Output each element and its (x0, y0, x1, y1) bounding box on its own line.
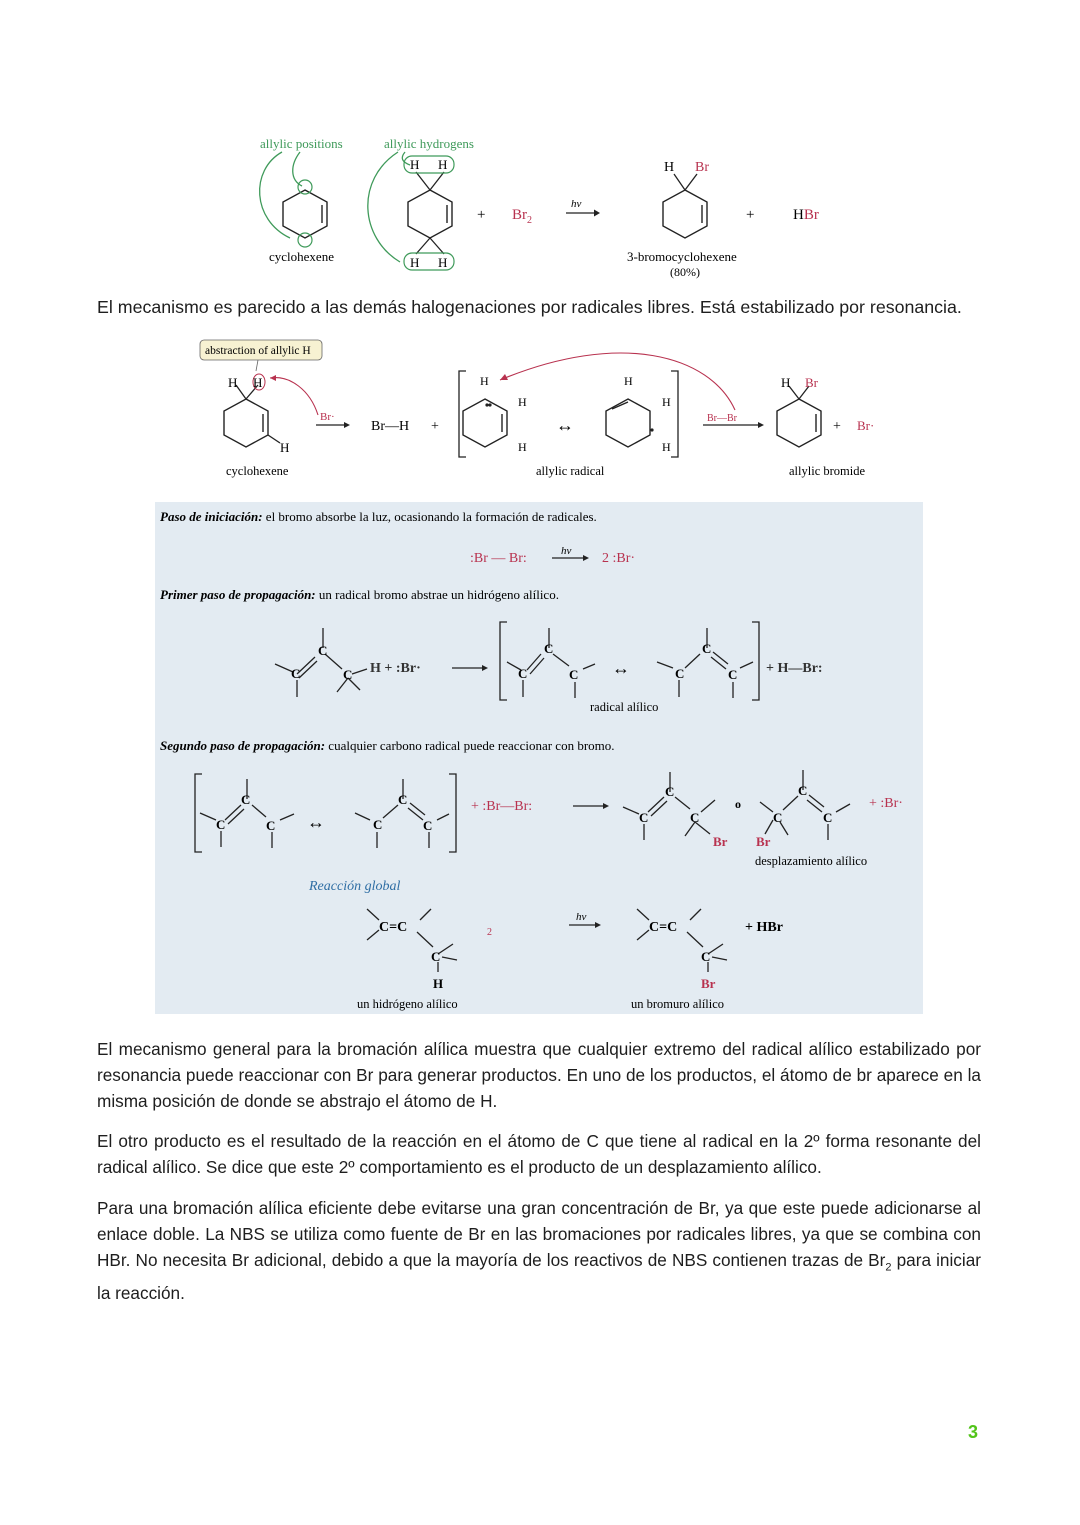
product-h: H (664, 160, 675, 175)
plus-sign: + (477, 207, 486, 223)
allyl-radical-form-d (355, 779, 449, 848)
allyl-radical-form-a (507, 628, 595, 698)
bromine-molecule: Br—Br (707, 413, 737, 424)
bromine-substituent: Br (756, 834, 771, 849)
carbon-atom: C (373, 817, 383, 832)
allyl-radical-form-c (200, 779, 294, 848)
hydrogen-label: H (253, 375, 263, 390)
initiation-reactant: :Br — Br: (470, 551, 527, 566)
plus-sign: + (746, 207, 755, 223)
light-hv: hν (576, 911, 587, 923)
hydrogen-bromide: Br—H (371, 419, 410, 434)
product-yield: (80%) (670, 265, 700, 279)
hydrogen-label: H (280, 440, 290, 455)
hydrogen-atom: H (433, 976, 444, 991)
paragraph-displacement: El otro producto es el resultado de la reacción en el átomo de C que tiene al radical en la 2º forma resonante del radical alílico. Se dice que este 2º comportamiento es el producto de un desplazamiento alílico. (97, 1131, 981, 1177)
bromine-reagent: + :Br—Br: (471, 799, 533, 814)
figure-radical-mechanism (0, 335, 1080, 485)
carbon-atom: C (702, 641, 712, 656)
bromine-substituent: Br (713, 834, 728, 849)
bromine-radical: Br· (320, 411, 335, 423)
bracket-left (500, 622, 507, 700)
carbon-atom: C (675, 666, 685, 681)
product-br: Br (805, 375, 818, 390)
reagent-br2: $Br_2$ (512, 207, 532, 226)
plus-sign: + (431, 419, 439, 434)
bromine-radical-product: + :Br· (869, 796, 903, 811)
label-allylic-positions: allylic positions (260, 136, 343, 151)
carbon-atom: C (773, 810, 783, 825)
carbon-atom: C (639, 810, 649, 825)
carbon-atom: C (569, 667, 579, 682)
paragraph-mechanism: El mecanismo general para la bromación alílica muestra que cualquier extremo del radical alílico estabilizado por resonancia puede reaccionar con Br para generar productos. En uno de los productos, el átomo de br aparece en la misma posición de donde se abstrajo el átomo de H. (97, 1039, 981, 1111)
allylic-bromide-structure (777, 386, 821, 447)
bracket-right (752, 622, 759, 700)
hydrogen-label: H (624, 374, 633, 388)
global-reactant (367, 909, 457, 972)
light-hv: hν (561, 545, 572, 557)
label-allylic-displacement: desplazamiento alílico (755, 854, 868, 868)
hydrogen-label: H (410, 157, 420, 172)
carbon-atom: C (823, 810, 833, 825)
bromine-radical: Br· (857, 418, 875, 433)
carbon-atom: C (728, 667, 738, 682)
carbon-atom: C (423, 818, 433, 833)
hydrogen-label: H (662, 440, 671, 454)
carbon-atom: C (318, 643, 328, 658)
hbr-byproduct: + HBr (745, 920, 783, 935)
hydrogen-label: H (438, 255, 448, 270)
figure-allylic-bromination (0, 120, 1080, 280)
callout-text: abstraction of allylic H (205, 345, 311, 357)
hydrogen-label: H (518, 440, 527, 454)
hydrogen-label: H (781, 375, 791, 390)
light-hv: hν (571, 198, 582, 210)
label-allylic-radical: allylic radical (536, 464, 605, 478)
reaction-arrow (452, 665, 488, 671)
alkene-group: C=C (379, 920, 408, 935)
initiation-product: 2 :Br· (602, 551, 636, 566)
allylic-radical-form-2 (606, 399, 654, 447)
hydrogen-label: H (662, 395, 671, 409)
product-direct (623, 772, 715, 840)
hydrogen-label: H (410, 255, 420, 270)
bromine-reagent: 2 (487, 927, 492, 938)
bromine-substituent: Br (701, 976, 716, 991)
label-allylic-bromide: un bromuro alílico (631, 997, 725, 1011)
label-cyclohexene: cyclohexene (226, 464, 289, 478)
allylic-radical-form-1 (463, 399, 507, 447)
reaction-arrow (566, 210, 600, 217)
or-connector: o (735, 797, 741, 811)
alkene-group: C=C (649, 920, 678, 935)
subscript-2: 2 (885, 1261, 892, 1274)
carbon-atom: C (291, 666, 301, 681)
page-number: 3 (968, 1422, 979, 1442)
product-br: Br (695, 160, 709, 175)
product-displaced (760, 770, 850, 840)
bracket-right (671, 371, 678, 457)
label-allylic-hydrogens: allylic hydrogens (384, 136, 474, 151)
leader-curve (368, 152, 400, 262)
carbon-atom: C (798, 783, 808, 798)
resonance-arrow: ↔ (612, 658, 630, 678)
paragraph-nbs (97, 1195, 981, 1306)
hbr-byproduct: + H—Br: (766, 661, 823, 676)
product-name: 3-bromocyclohexene (627, 249, 737, 264)
carbon-atom: C (241, 792, 251, 807)
bracket-right (449, 774, 456, 852)
label-cyclohexene: cyclohexene (269, 249, 334, 264)
cyclohexene-with-hydrogens (404, 156, 454, 270)
mechanism-panel (155, 502, 923, 1014)
label-allylic-hydrogen: un hidrógeno alílico (357, 997, 458, 1011)
abstraction-reactants: H + :Br· (370, 661, 421, 676)
nbs-text: Para una bromación alílica eficiente debe evitarse una gran concentración de Br, ya que este puede adicionarse al enlace doble. La NBS se utiliza como fuente de Br en las bromaciones por radicales libres, ya que se combina con HBr. No necesita Br adicional, debido a que la mayoría de los reactivos de NBS contienen trazas de Br (97, 1198, 981, 1270)
propagation-step-1: Primer paso de propagación: un radical bromo abstrae un hidrógeno alílico. (160, 587, 559, 602)
hydrogen-label: H (438, 157, 448, 172)
resonance-arrow: ↔ (307, 812, 325, 832)
carbon-atom: C (665, 784, 675, 799)
carbon-atom: C (216, 817, 226, 832)
allyl-radical-form-b (657, 628, 753, 698)
electron-arrow (270, 378, 318, 415)
label-allylic-bromide: allylic bromide (789, 464, 866, 478)
global-product (637, 909, 727, 972)
plus-sign: + (833, 419, 841, 434)
carbon-atom: C (343, 667, 353, 682)
carbon-atom: C (266, 818, 276, 833)
allyl-system-reactant (275, 628, 367, 697)
bromocyclohexene-structure (663, 174, 707, 238)
carbon-atom: C (518, 666, 528, 681)
propagation-step-2: Segundo paso de propagación: cualquier carbono radical puede reaccionar con bromo. (160, 738, 615, 753)
electron-arrow (500, 353, 735, 410)
mechanism-steps (155, 502, 923, 1014)
reaction-arrow (573, 803, 609, 809)
carbon-atom: C (431, 949, 441, 964)
resonance-arrow: ↔ (556, 415, 574, 435)
intro-paragraph: El mecanismo es parecido a las demás halogenaciones por radicales libres. Está estabilizado por resonancia. (97, 297, 962, 317)
global-reaction-title: Reacción global (309, 879, 401, 894)
hydrogen-label: H (518, 395, 527, 409)
label-radical-allylic: radical alílico (590, 700, 659, 714)
hydrogen-label: H (480, 374, 489, 388)
carbon-atom: C (398, 792, 408, 807)
leader-curve (260, 152, 290, 238)
carbon-atom: C (544, 641, 554, 656)
cyclohexene-structure (283, 180, 327, 247)
hydrogen-label: H (228, 375, 238, 390)
byproduct-hbr: HBr (793, 207, 819, 223)
carbon-atom: C (690, 810, 700, 825)
carbon-atom: C (701, 949, 711, 964)
initiation-step: Paso de iniciación: el bromo absorbe la luz, ocasionando la formación de radicales. (160, 509, 597, 524)
nbs-text-end: para iniciar la reacción. (97, 1250, 981, 1304)
